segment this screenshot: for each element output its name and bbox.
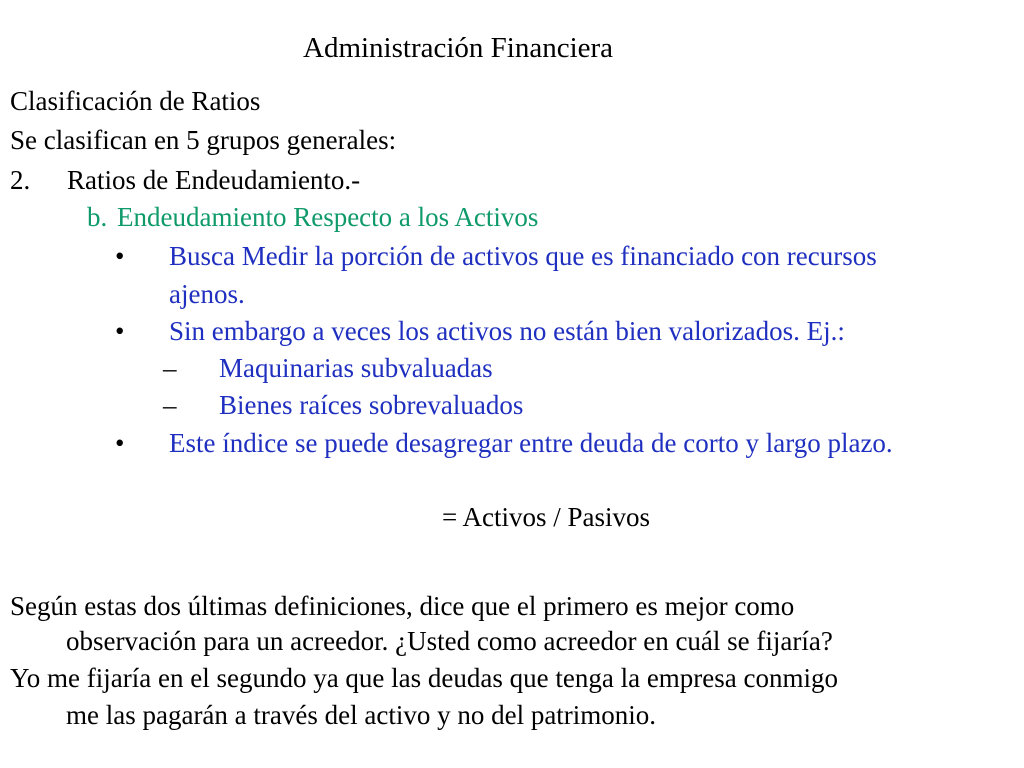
paragraph2-line1: Yo me fijaría en el segundo ya que las deudas que tenga la empresa conmigo: [10, 663, 839, 693]
paragraph1-line2: observación para un acreedor. ¿Usted como acreedor en cuál se fijaría?: [66, 626, 833, 656]
dash-marker: –: [163, 353, 177, 383]
slide-title: Administración Financiera: [303, 32, 614, 64]
dash1-text: Maquinarias subvaluadas: [219, 353, 493, 383]
paragraph1-line1: Según estas dos últimas definiciones, dice que el primero es mejor como: [10, 591, 795, 621]
bullet-marker: •: [115, 316, 125, 346]
bullet1-line2: ajenos.: [169, 279, 245, 309]
group-number: 2.: [10, 165, 31, 195]
bullet-marker: •: [115, 428, 125, 458]
sub-letter: b.: [87, 202, 108, 232]
bullet2-text: Sin embargo a veces los activos no están bien valorizados. Ej.:: [169, 316, 845, 346]
sub-label: Endeudamiento Respecto a los Activos: [117, 202, 539, 232]
group-label: Ratios de Endeudamiento.-: [67, 165, 361, 195]
dash-marker: –: [163, 390, 177, 420]
paragraph2-line2: me las pagarán a través del activo y no del patrimonio.: [66, 700, 657, 730]
section-heading: Clasificación de Ratios: [10, 86, 261, 116]
intro-text: Se clasifican en 5 grupos generales:: [10, 125, 397, 155]
dash2-text: Bienes raíces sobrevaluados: [219, 390, 524, 420]
bullet-marker: •: [115, 241, 125, 271]
bullet3-text: Este índice se puede desagregar entre deuda de corto y largo plazo.: [169, 428, 893, 458]
bullet1-line1: Busca Medir la porción de activos que es financiado con recursos: [169, 241, 877, 271]
formula: = Activos / Pasivos: [442, 502, 650, 532]
